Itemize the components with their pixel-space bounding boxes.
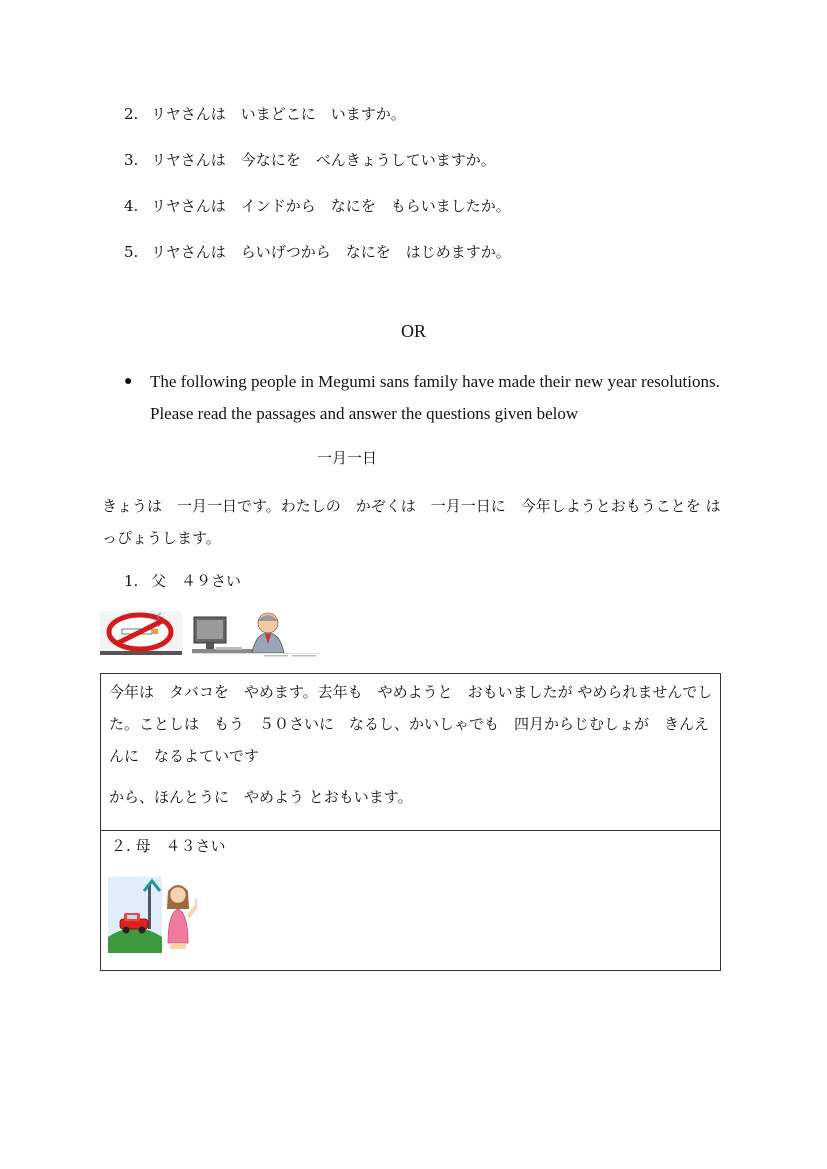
passage-box — [100, 673, 721, 971]
no-smoking-icon — [100, 611, 182, 655]
box-divider — [101, 830, 720, 831]
question-list — [124, 100, 511, 284]
person1-passage-continued: から、ほんとうに やめよう とおもいます。 — [109, 788, 413, 806]
person2-heading: ２. 母 ４３さい — [111, 837, 226, 855]
woman-pointing-illustration — [167, 885, 196, 949]
car-on-hill-illustration — [108, 877, 162, 953]
person2-pictures — [108, 877, 200, 953]
bullet-icon: ● — [124, 374, 133, 389]
person1-heading: 1. 父 ４９さい — [124, 572, 242, 590]
question-item: 5. リヤさんは らいげつから なにを はじめますか。 — [124, 243, 511, 261]
person1-passage: 今年は タバコを やめます。去年も やめようと おもいましたが やめられませんでした。ことしは もう ５０さいに なるし、かいしゃでも 四月からじむしょが きんえんに なるよていです — [109, 683, 713, 765]
person1-pictures — [100, 609, 320, 659]
instruction-text: The following people in Megumi sans family have made their new year resolutions. Please read the passages and answer the questions given below — [150, 372, 720, 423]
office-man-illustration — [192, 609, 320, 659]
question-item: 3. リヤさんは 今なにを べんきょうしていますか。 — [124, 151, 496, 169]
question-item: 2. リヤさんは いまどこに いますか。 — [124, 105, 406, 123]
date-heading: 一月一日 — [317, 449, 378, 467]
question-item: 4. リヤさんは インドから なにを もらいましたか。 — [124, 197, 511, 215]
intro-paragraph: きょうは 一月一日です。わたしの かぞくは 一月一日に 今年しようとおもうことを はっぴょうします。 — [102, 497, 721, 547]
instruction-bullet — [124, 366, 724, 430]
or-separator: OR — [400, 321, 426, 341]
